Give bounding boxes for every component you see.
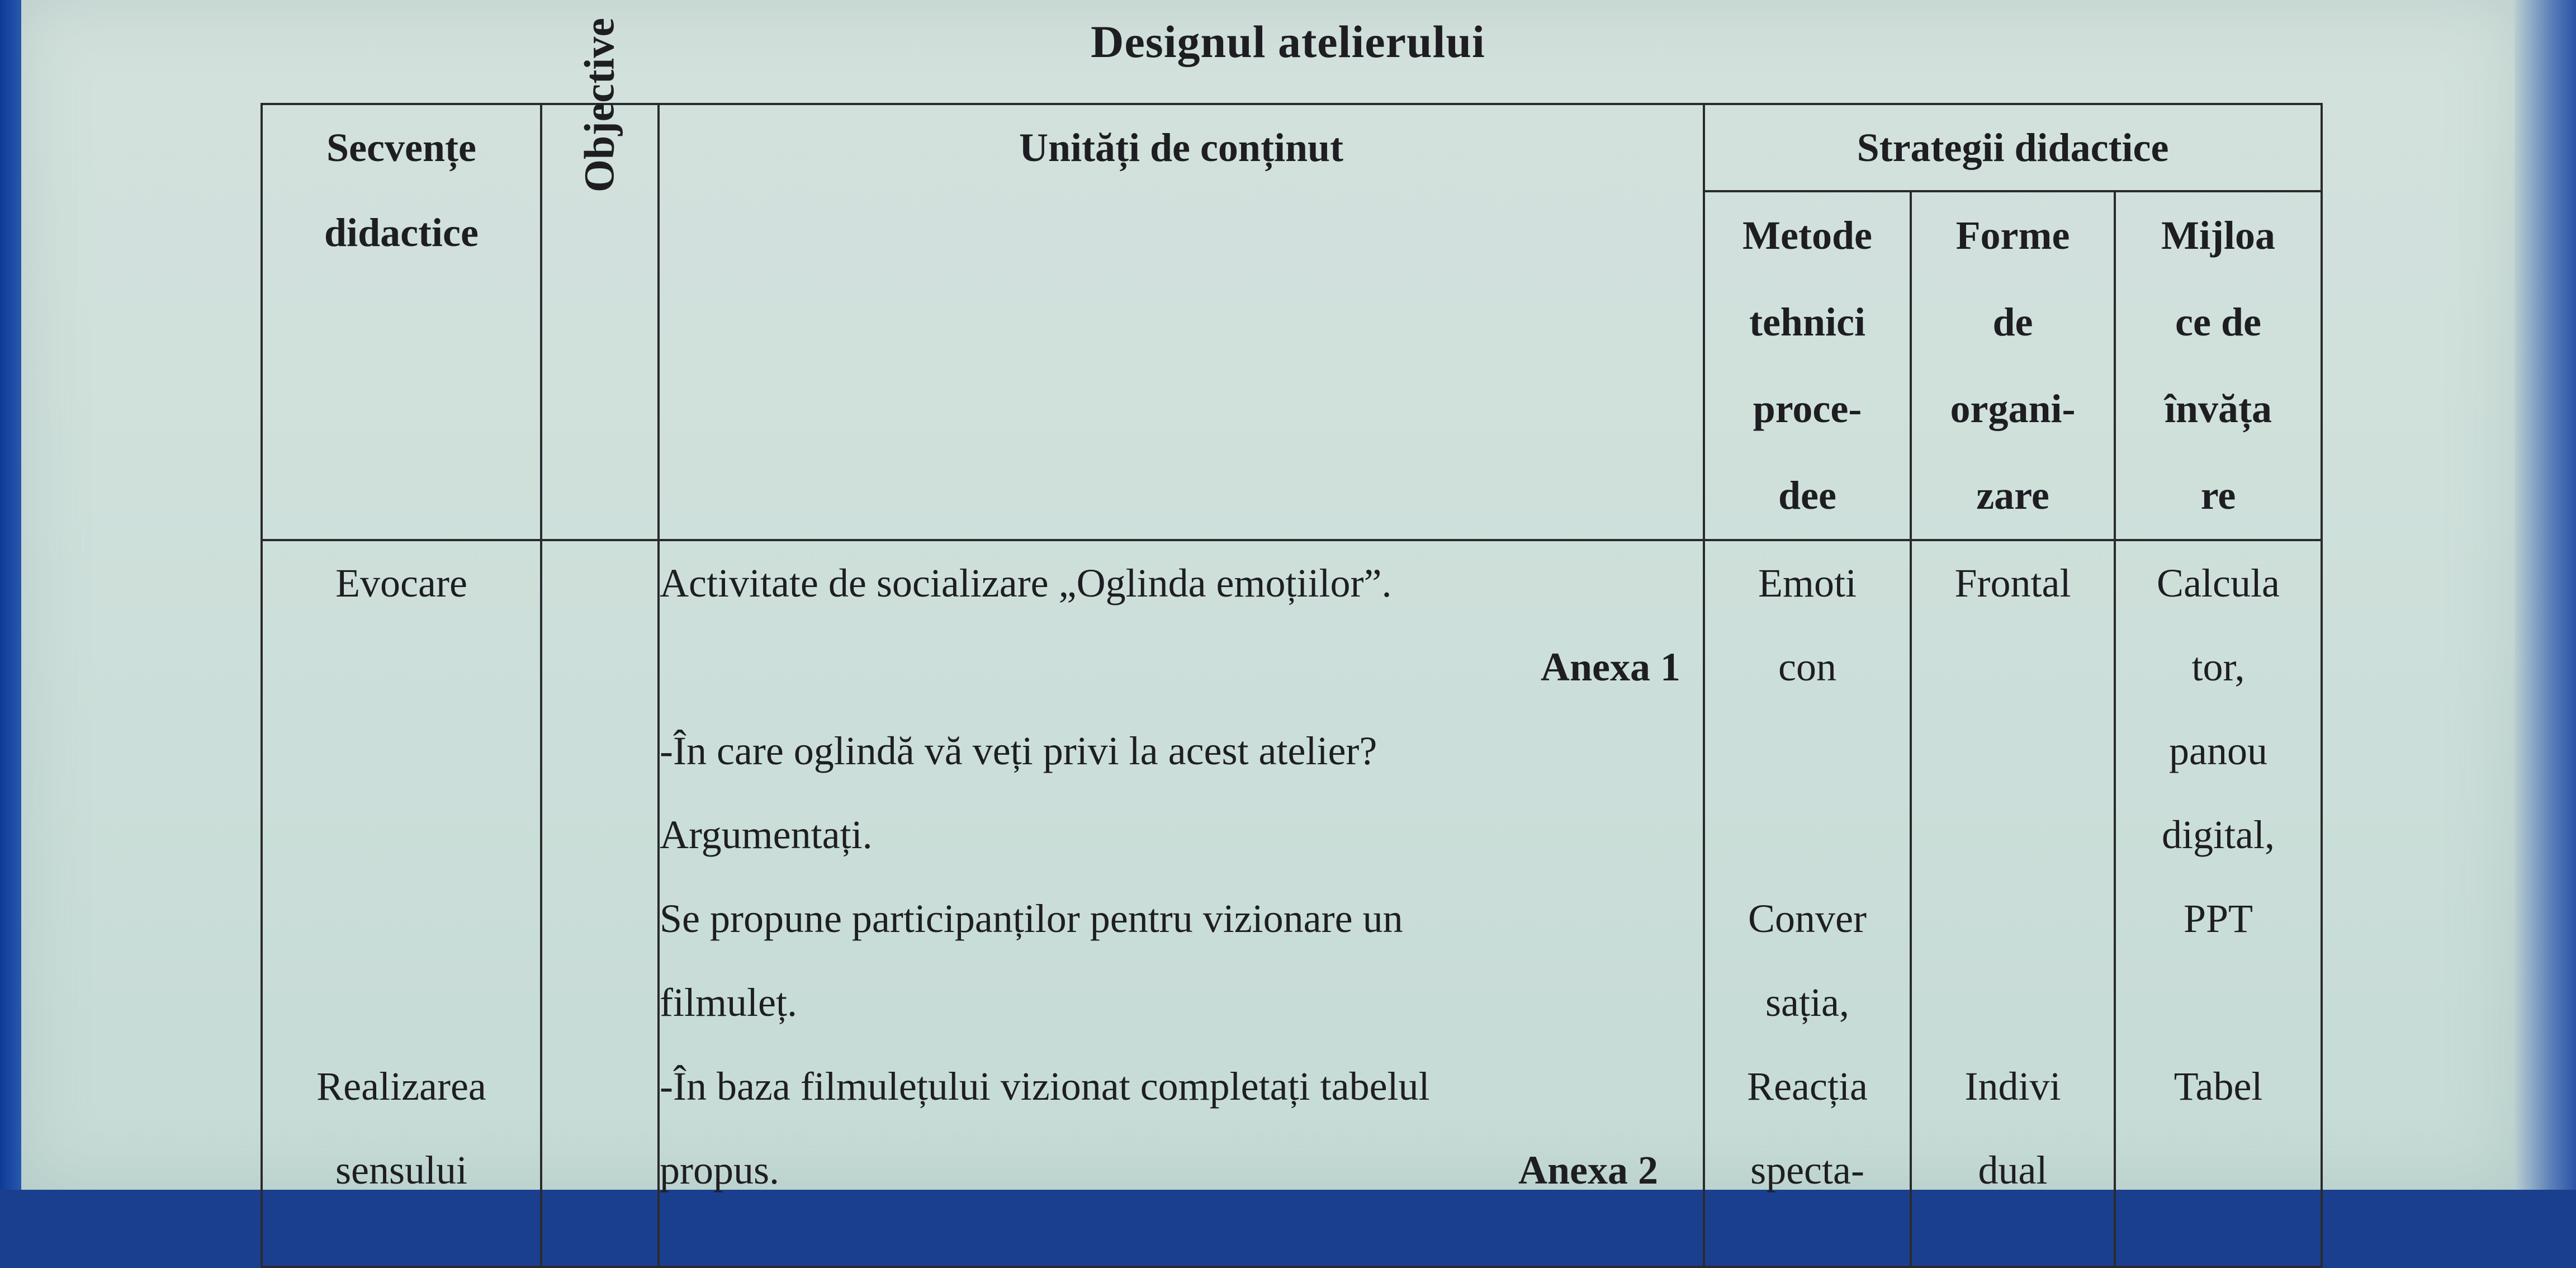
header-unitati-de-continut: Unități de conținut [659, 104, 1704, 540]
header-strategii-didactice: Strategii didactice [1704, 104, 2322, 191]
cell-metode: Emoti con Conver sația, Reacția specta- [1704, 540, 1911, 1267]
cell-objective [541, 540, 659, 1267]
document-title: Designul atelierului [1091, 16, 1485, 67]
cell-secvente: Evocare Realizarea sensului [262, 540, 541, 1267]
screen-edge [2515, 0, 2576, 1190]
cell-forme: Frontal Indivi dual [1911, 540, 2115, 1267]
header-forme: Forme de organi- zare [1911, 191, 2115, 540]
header-metode: Metode tehnici proce- dee [1704, 191, 1911, 540]
header-mijloace: Mijloa ce de învăța re [2115, 191, 2322, 540]
cell-continut: Activitate de socializare „Oglinda emoțiilor”. Anexa 1 -În care oglindă vă veți privi la acest atelier? Argumentați. Se propune participanților pentru vizionare un filmuleț. -În baza filmulețului vizionat completați tabelul propus. Anexa 2 [659, 540, 1704, 1267]
header-secvente-didactice: Secvențe didactice [262, 104, 541, 540]
cell-mijloace: Calcula tor, panou digital, PPT Tabel [2115, 540, 2322, 1267]
header-objective: Objective [541, 104, 659, 540]
